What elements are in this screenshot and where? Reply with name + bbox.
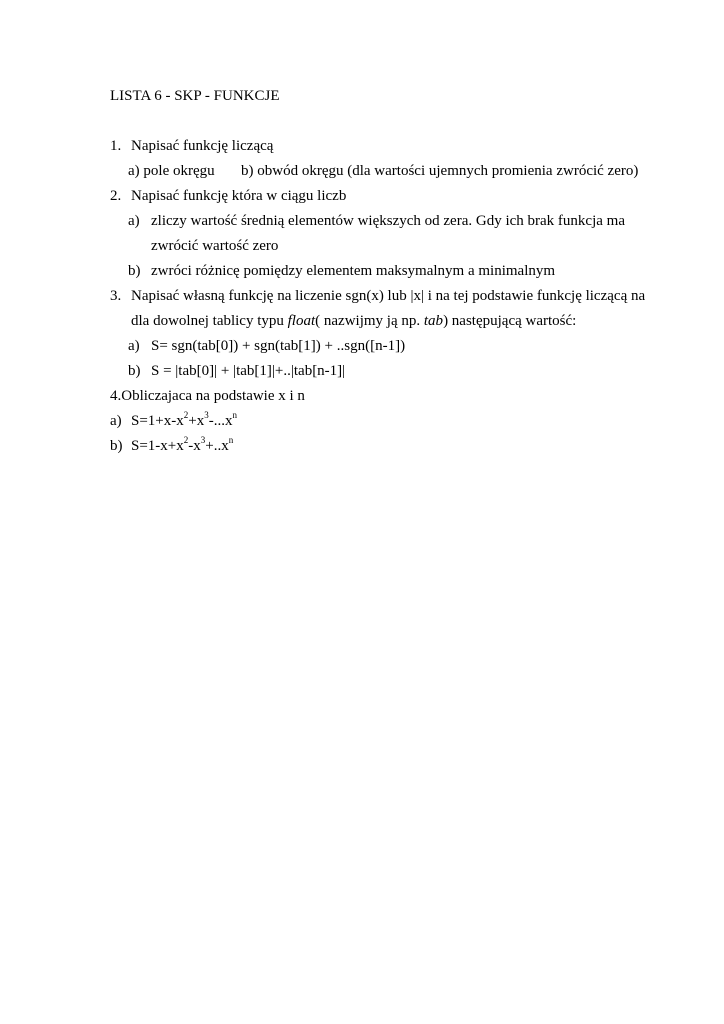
task-3-line-2-pre: dla dowolnej tablicy typu — [131, 313, 288, 329]
task-1-number: 1. — [110, 138, 122, 154]
task-3-line-2 — [131, 312, 576, 330]
task-2-a-line-1: zliczy wartość średnią elementów większych od zera. Gdy ich brak funkcja ma — [151, 213, 625, 229]
task-2-b-line-1: zwróci różnicę pomiędzy elementem maksymalnym a minimalnym — [151, 263, 556, 279]
task-3-number: 3. — [110, 288, 122, 304]
task-2-b-label: b) — [128, 263, 141, 279]
formula-part: S=1+x-x — [131, 413, 184, 429]
task-3-tab-keyword: tab — [423, 313, 444, 329]
task-3-a-label: a) — [128, 338, 140, 354]
task-3-b-formula: S = |tab[0]| + |tab[1]|+..|tab[n-1]| — [151, 363, 346, 379]
formula-exponent: 3 — [200, 435, 206, 445]
formula-part: -x — [188, 438, 201, 454]
task-1-option-b: b) obwód okręgu (dla wartości ujemnych promienia zwrócić zero) — [241, 163, 639, 179]
task-2-a-label: a) — [128, 213, 140, 229]
task-3-a-formula: S= sgn(tab[0]) + sgn(tab[1]) + ..sgn([n-1]) — [151, 338, 406, 354]
task-2-text: Napisać funkcję która w ciągu liczb — [131, 188, 347, 204]
task-4-text: 4.Obliczajaca na podstawie x i n — [110, 388, 305, 404]
task-3-text: Napisać własną funkcję na liczenie sgn(x) lub |x| i na tej podstawie funkcję liczącą na — [131, 288, 646, 304]
formula-exponent: n — [232, 410, 237, 420]
task-3-line-2-post: ) następującą wartość: — [443, 313, 577, 329]
task-4-a-label: a) — [110, 413, 122, 429]
task-3-line-2-mid: ( nazwijmy ją np. — [315, 313, 424, 329]
task-4-b-label: b) — [110, 438, 123, 454]
formula-part: S=1-x+x — [131, 438, 184, 454]
formula-exponent: 3 — [204, 410, 209, 420]
task-2-number: 2. — [110, 188, 122, 204]
task-2-a-line-2: zwrócić wartość zero — [151, 238, 279, 254]
formula-exponent: 2 — [183, 410, 189, 420]
task-1-option-a: a) pole okręgu — [128, 163, 215, 179]
task-4-b-formula — [131, 437, 233, 455]
document-title: LISTA 6 - SKP - FUNKCJE — [110, 88, 280, 104]
formula-exponent: n — [228, 435, 234, 445]
task-3-b-label: b) — [128, 363, 141, 379]
formula-exponent: 2 — [183, 435, 189, 445]
task-3-float-keyword: float — [287, 313, 316, 329]
formula-part: +x — [188, 413, 205, 429]
task-1-text: Napisać funkcję liczącą — [131, 138, 274, 154]
formula-part: -...x — [208, 413, 233, 429]
task-4-a-formula — [131, 412, 237, 430]
formula-part: +..x — [205, 438, 229, 454]
